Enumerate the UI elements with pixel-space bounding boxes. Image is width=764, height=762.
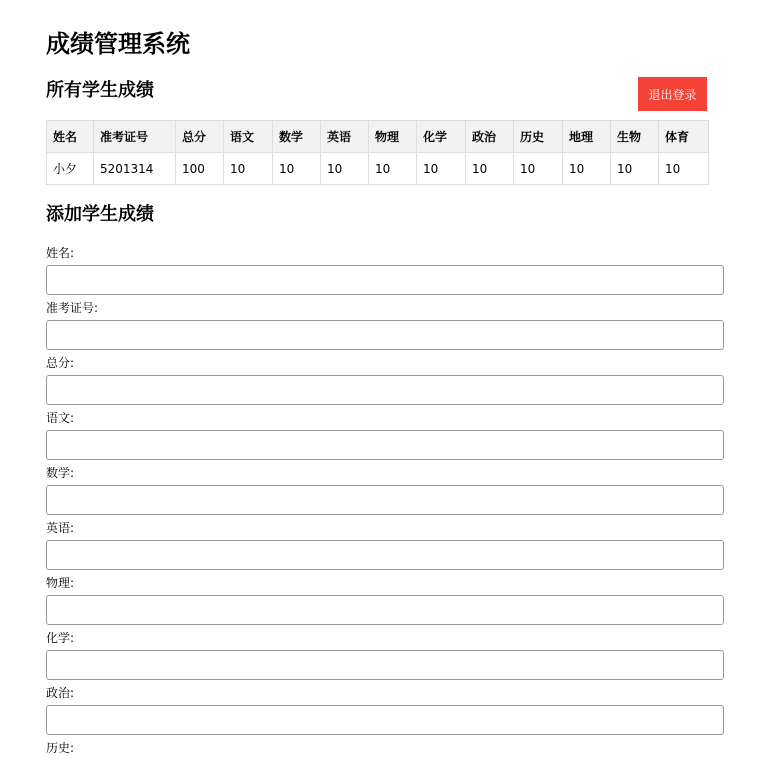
- name-label: 姓名:: [46, 246, 75, 260]
- cell-politics: 10: [466, 153, 514, 185]
- chemistry-input[interactable]: [46, 650, 724, 680]
- cell-chemistry: 10: [417, 153, 466, 185]
- cell-name: 小夕: [47, 153, 94, 185]
- table-row: [47, 153, 709, 185]
- grades-table: [46, 120, 709, 185]
- chinese-input[interactable]: [46, 430, 724, 460]
- add-section-title: 添加学生成绩: [46, 204, 154, 225]
- add-grades-form: [46, 246, 724, 760]
- name-input[interactable]: [46, 265, 724, 295]
- column-header-politics: 政治: [466, 121, 514, 153]
- chinese-label: 语文:: [46, 411, 75, 425]
- cell-pe: 10: [659, 153, 709, 185]
- math-input[interactable]: [46, 485, 724, 515]
- column-header-english: 英语: [321, 121, 369, 153]
- cell-exam-id: 5201314: [94, 153, 176, 185]
- column-header-biology: 生物: [611, 121, 659, 153]
- cell-geography: 10: [563, 153, 611, 185]
- column-header-geography: 地理: [563, 121, 611, 153]
- physics-input[interactable]: [46, 595, 724, 625]
- math-label: 数学:: [46, 466, 75, 480]
- politics-label: 政治:: [46, 686, 75, 700]
- column-header-name: 姓名: [47, 121, 94, 153]
- column-header-exam-id: 准考证号: [94, 121, 176, 153]
- cell-math: 10: [273, 153, 321, 185]
- physics-label: 物理:: [46, 576, 75, 590]
- column-header-chinese: 语文: [224, 121, 273, 153]
- english-input[interactable]: [46, 540, 724, 570]
- total-score-label: 总分:: [46, 356, 75, 370]
- column-header-pe: 体育: [659, 121, 709, 153]
- column-header-chemistry: 化学: [417, 121, 466, 153]
- cell-history: 10: [514, 153, 563, 185]
- cell-biology: 10: [611, 153, 659, 185]
- politics-input[interactable]: [46, 705, 724, 735]
- column-header-total: 总分: [176, 121, 224, 153]
- column-header-math: 数学: [273, 121, 321, 153]
- history-label: 历史:: [46, 741, 75, 755]
- table-header-row: [47, 121, 709, 153]
- cell-total: 100: [176, 153, 224, 185]
- cell-english: 10: [321, 153, 369, 185]
- cell-physics: 10: [369, 153, 417, 185]
- chemistry-label: 化学:: [46, 631, 75, 645]
- column-header-history: 历史: [514, 121, 563, 153]
- exam-id-label: 准考证号:: [46, 301, 99, 315]
- total-score-input[interactable]: [46, 375, 724, 405]
- exam-id-input[interactable]: [46, 320, 724, 350]
- scores-section-title: 所有学生成绩: [46, 80, 154, 101]
- column-header-physics: 物理: [369, 121, 417, 153]
- cell-chinese: 10: [224, 153, 273, 185]
- logout-button[interactable]: 退出登录: [638, 77, 707, 111]
- page-title: 成绩管理系统: [46, 30, 190, 58]
- english-label: 英语:: [46, 521, 75, 535]
